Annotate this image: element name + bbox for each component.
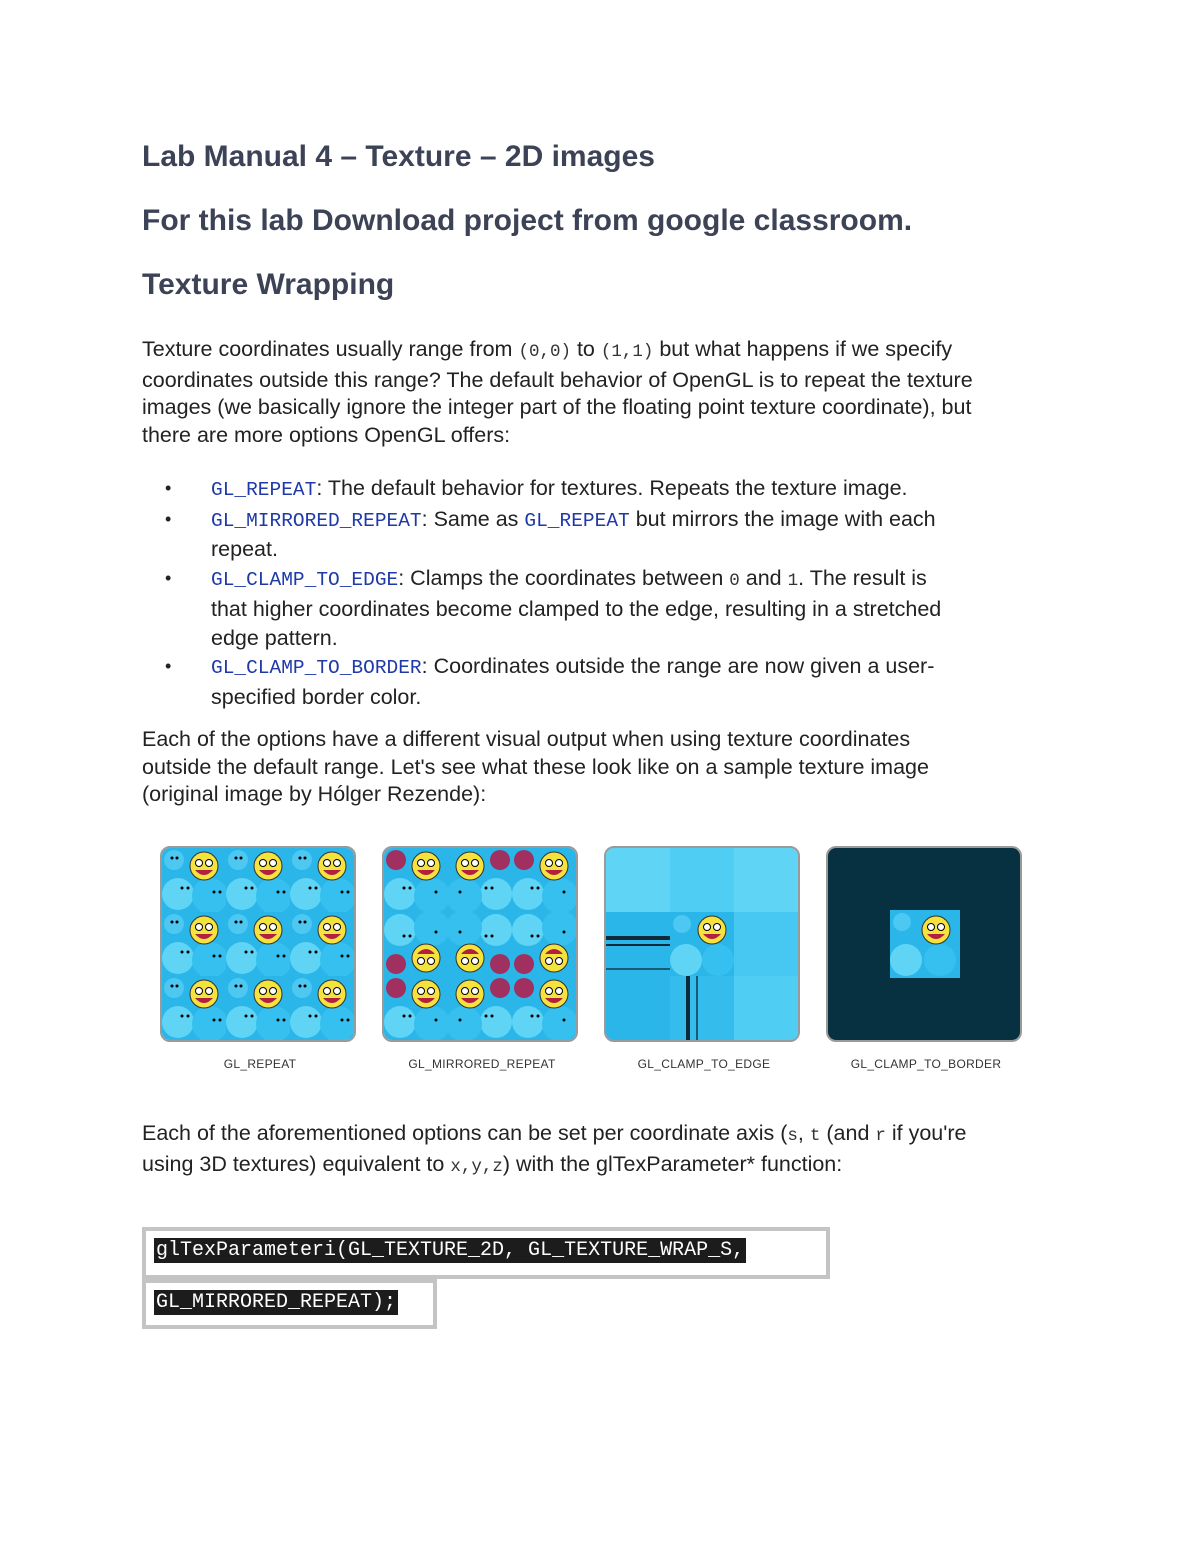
list-item [165,474,1065,505]
option-text: : Coordinates outside the range are now given a user- [421,654,935,678]
option-code: GL_CLAMP_TO_EDGE [211,568,399,591]
bullet-icon: • [165,478,172,498]
para-line [142,1151,1072,1182]
mirrored-repeat-example-image [382,846,578,1042]
list-item [165,505,1065,564]
para-line [142,1120,1072,1151]
inline-code: t [809,1126,821,1146]
option-code: GL_CLAMP_TO_BORDER [211,657,422,679]
inline-code: r [875,1126,886,1146]
intro-text: Texture coordinates usually range from [142,337,519,361]
option-text: and [739,565,788,590]
inline-code: s [787,1126,798,1146]
page-subtitle: For this lab Download project from google classroom. [142,204,913,237]
inline-code: x,y,z [450,1156,503,1177]
figure-label-clamp-to-edge: GL_CLAMP_TO_EDGE [637,1057,771,1071]
bullet-icon: • [165,656,172,676]
intro-text: to [570,337,601,361]
option-text: specified border color. [211,684,422,709]
clamp-to-border-example-image [826,846,1022,1042]
para-line: Each of the options have a different visual output when using texture coordinates [142,727,911,751]
para-text: (and [820,1121,876,1145]
intro-line-4: there are more options OpenGL offers: [142,422,511,447]
page-title: Lab Manual 4 – Texture – 2D images [142,140,655,173]
bullet-icon: • [165,567,172,588]
list-item [165,652,1065,711]
intro-line-1 [142,336,1072,367]
option-code: GL_MIRRORED_REPEAT [211,509,422,532]
option-text: that higher coordinates become clamped to the edge, resulting in a stretched [211,597,942,621]
figure-label-clamp-to-border: GL_CLAMP_TO_BORDER [850,1057,1002,1071]
option-text: edge pattern. [211,625,338,650]
section-heading: Texture Wrapping [142,268,395,301]
option-text: : The default behavior for textures. Repeats the texture image. [316,476,908,500]
wrap-options-list [165,474,1065,711]
para-text: if you're [885,1121,967,1145]
option-text: repeat. [211,537,278,561]
option-text: : Clamps the coordinates between [398,565,730,590]
axis-paragraph [142,1120,1072,1181]
para-line: (original image by Hólger Rezende): [142,782,487,806]
repeat-example-image [160,846,356,1042]
intro-line-3: images (we basically ignore the integer part of the floating point texture coordinate), but [142,395,972,419]
option-code: GL_REPEAT [211,479,317,501]
code-text: glTexParameteri(GL_TEXTURE_2D, GL_TEXTURE_WRAP_S, [156,1239,745,1262]
clamp-to-edge-example-image [604,846,800,1042]
code-block-line-2 [142,1279,437,1329]
para-text: , [797,1121,810,1145]
bullet-icon: • [165,508,172,529]
option-code: GL_REPEAT [524,509,630,532]
inline-code: 1 [787,570,799,591]
code-block-line-1 [142,1227,830,1279]
inline-code: 0 [729,570,740,591]
intro-paragraph [142,336,1072,449]
option-text: but mirrors the image with each [629,506,936,531]
para-line: outside the default range. Let's see what these look like on a sample texture image [142,754,929,779]
option-text: . The result is [798,565,927,590]
option-text: : Same as [421,506,525,531]
para-text: using 3D textures) equivalent to [142,1151,451,1176]
list-item [165,564,1065,653]
inline-code: (0,0) [518,342,571,362]
intro-text: but what happens if we specify [653,337,953,361]
code-text: GL_MIRRORED_REPEAT); [156,1291,397,1314]
figure-label-repeat: GL_REPEAT [223,1057,297,1071]
visual-output-paragraph [142,726,1072,809]
inline-code: (1,1) [600,342,654,362]
intro-line-2: coordinates outside this range? The default behavior of OpenGL is to repeat the texture [142,367,973,392]
texture-wrapping-figure [160,846,1030,1076]
para-text: ) with the glTexParameter* function: [502,1151,843,1176]
figure-label-mirrored-repeat: GL_MIRRORED_REPEAT [408,1057,556,1071]
para-text: Each of the aforementioned options can be set per coordinate axis ( [142,1121,788,1145]
